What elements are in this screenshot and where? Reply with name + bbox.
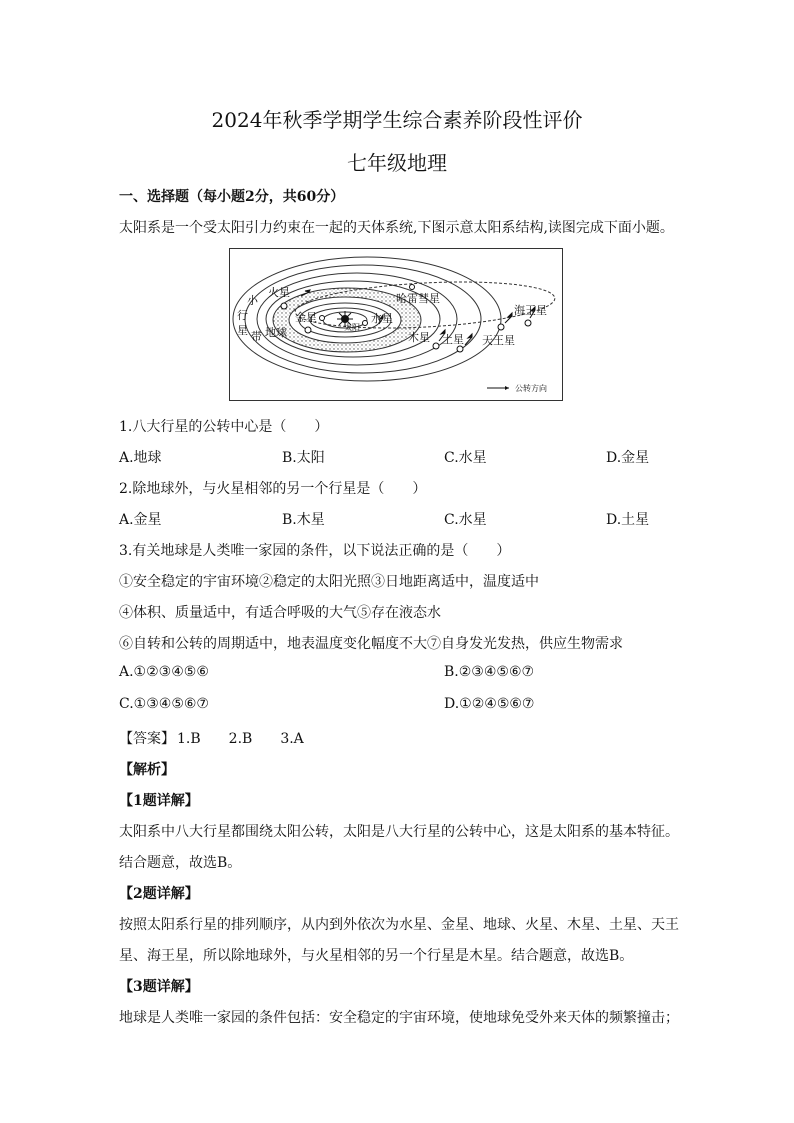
answer-1: 1.B [177, 731, 201, 747]
q2-option-d: D.土星 [606, 512, 650, 528]
saturn-dot [457, 346, 463, 352]
q1-analysis-line-1: 太阳系中八大行星都围绕太阳公转，太阳是八大行星的公转中心，这是太阳系的基本特征。 [119, 824, 679, 840]
halley-dot [410, 285, 415, 290]
question-3-stem: 3.有关地球是人类唯一家园的条件，以下说法正确的是（ ） [119, 543, 511, 559]
mars-dot [281, 303, 287, 309]
question-2-stem: 2.除地球外，与火星相邻的另一个行星是（ ） [119, 481, 427, 497]
mercury-dot [363, 321, 368, 326]
label-jupiter: 木星 [408, 331, 430, 344]
q1-analysis-header: 【1题详解】 [119, 793, 199, 809]
q3-analysis-header: 【3题详解】 [119, 979, 199, 995]
section-heading: 一、选择题（每小题2分，共60分） [119, 189, 345, 205]
label-mercury: 水星 [371, 312, 393, 325]
earth-dot [305, 327, 311, 333]
q1-option-b: B.太阳 [282, 450, 325, 466]
q2-option-b: B.木星 [282, 512, 325, 528]
solar-system-diagram [229, 248, 563, 401]
venus-dot [320, 316, 325, 321]
q3-option-c: C.①③④⑤⑥⑦ [119, 696, 209, 712]
label-halley-comet: 哈雷彗星 [396, 292, 440, 305]
q3-statement-line-3: ⑥自转和公转的周期适中，地表温度变化幅度不大⑦自身发光发热，供应生物需求 [119, 636, 623, 652]
analysis-label: 【解析】 [119, 762, 175, 778]
question-1-stem: 1.八大行星的公转中心是（ ） [119, 419, 329, 435]
uranus-dot [498, 324, 504, 330]
label-venus: 金星 [295, 311, 317, 324]
q3-option-d: D.①②④⑤⑥⑦ [444, 696, 535, 712]
q2-option-c: C.水星 [444, 512, 487, 528]
answer-label: 【答案】 [119, 731, 175, 747]
label-asteroid-belt-2: 行 [237, 309, 248, 322]
page-title: 2024年秋季学期学生综合素养阶段性评价 [211, 108, 583, 132]
q1-option-c: C.水星 [444, 450, 487, 466]
jupiter-dot [433, 343, 439, 349]
label-saturn: 土星 [442, 333, 464, 346]
label-earth: 地球 [265, 326, 287, 339]
q3-analysis-line-1: 地球是人类唯一家园的条件包括：安全稳定的宇宙环境，使地球免受外来天体的频繁撞击； [119, 1010, 679, 1026]
q2-analysis-line-2: 星、海王星，所以除地球外，与火星相邻的另一个行星是木星。结合题意，故选B。 [119, 948, 634, 964]
answer-3: 3.A [280, 731, 304, 747]
label-asteroid-belt-1: 小 [247, 294, 258, 307]
label-uranus: 天王星 [482, 334, 515, 347]
q3-option-a: A.①②③④⑤⑥ [119, 664, 209, 680]
answer-line [119, 728, 304, 748]
q1-option-d: D.金星 [606, 450, 650, 466]
label-mars: 火星 [268, 286, 290, 299]
label-neptune: 海王星 [514, 304, 547, 317]
q3-option-b: B.②③④⑤⑥⑦ [444, 664, 535, 680]
q2-analysis-line-1: 按照太阳系行星的排列顺序，从内到外依次为水星、金星、地球、火星、木星、土星、天王 [119, 917, 679, 933]
solar-system-figure [229, 248, 563, 401]
q3-statement-line-1: ①安全稳定的宇宙环境②稳定的太阳光照③日地距离适中，温度适中 [119, 574, 539, 590]
intro-text: 太阳系是一个受太阳引力约束在一起的天体系统,下图示意太阳系结构,读图完成下面小题。 [119, 220, 674, 236]
label-asteroid-belt-3: 星 [237, 324, 248, 337]
label-asteroid-belt-4: 带 [251, 330, 262, 343]
label-sun: 太阳 [344, 323, 360, 332]
q3-statement-line-2: ④体积、质量适中，有适合呼吸的大气⑤存在液态水 [119, 605, 441, 621]
answer-2: 2.B [228, 731, 253, 747]
q1-option-a: A.地球 [119, 450, 162, 466]
legend-label: 公转方向 [515, 384, 547, 393]
page-subtitle: 七年级地理 [347, 151, 447, 175]
q2-option-a: A.金星 [119, 512, 162, 528]
q1-analysis-line-2: 结合题意，故选B。 [119, 855, 242, 871]
neptune-dot [525, 320, 531, 326]
q2-analysis-header: 【2题详解】 [119, 886, 199, 902]
